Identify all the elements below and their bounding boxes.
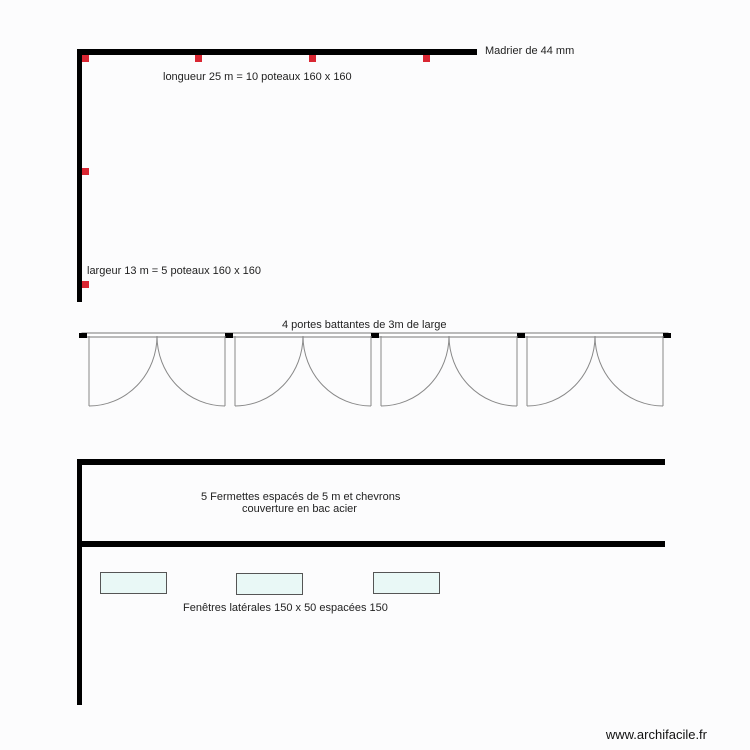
door-jamb — [517, 333, 525, 338]
door-swing-right — [595, 336, 663, 406]
couverture-label: couverture en bac acier — [242, 503, 357, 515]
swing-doors — [79, 333, 671, 406]
door-swing-left — [235, 336, 303, 406]
door-swing-right — [157, 336, 225, 406]
side-window — [100, 572, 167, 594]
door-swing-right — [303, 336, 371, 406]
fermettes-label: 5 Fermettes espacés de 5 m et chevrons — [201, 491, 401, 503]
watermark: www.archifacile.fr — [605, 727, 707, 742]
longueur-label: longueur 25 m = 10 poteaux 160 x 160 — [163, 71, 352, 83]
door-jamb — [79, 333, 87, 338]
door-swing-right — [449, 336, 517, 406]
side-window — [236, 573, 303, 595]
section-left-wall — [77, 459, 82, 705]
door-jamb — [663, 333, 671, 338]
section-mid-beam — [77, 541, 665, 547]
section-top-beam — [77, 459, 665, 465]
side-window — [373, 572, 440, 594]
door-swing-left — [89, 336, 157, 406]
largeur-label: largeur 13 m = 5 poteaux 160 x 160 — [87, 265, 261, 277]
windows-label: Fenêtres latérales 150 x 50 espacées 150 — [183, 602, 388, 614]
door-swing-left — [527, 336, 595, 406]
madrier-label: Madrier de 44 mm — [485, 45, 575, 57]
door-swing-left — [381, 336, 449, 406]
door-jamb — [225, 333, 233, 338]
doors-label: 4 portes battantes de 3m de large — [282, 319, 447, 331]
door-jamb — [371, 333, 379, 338]
